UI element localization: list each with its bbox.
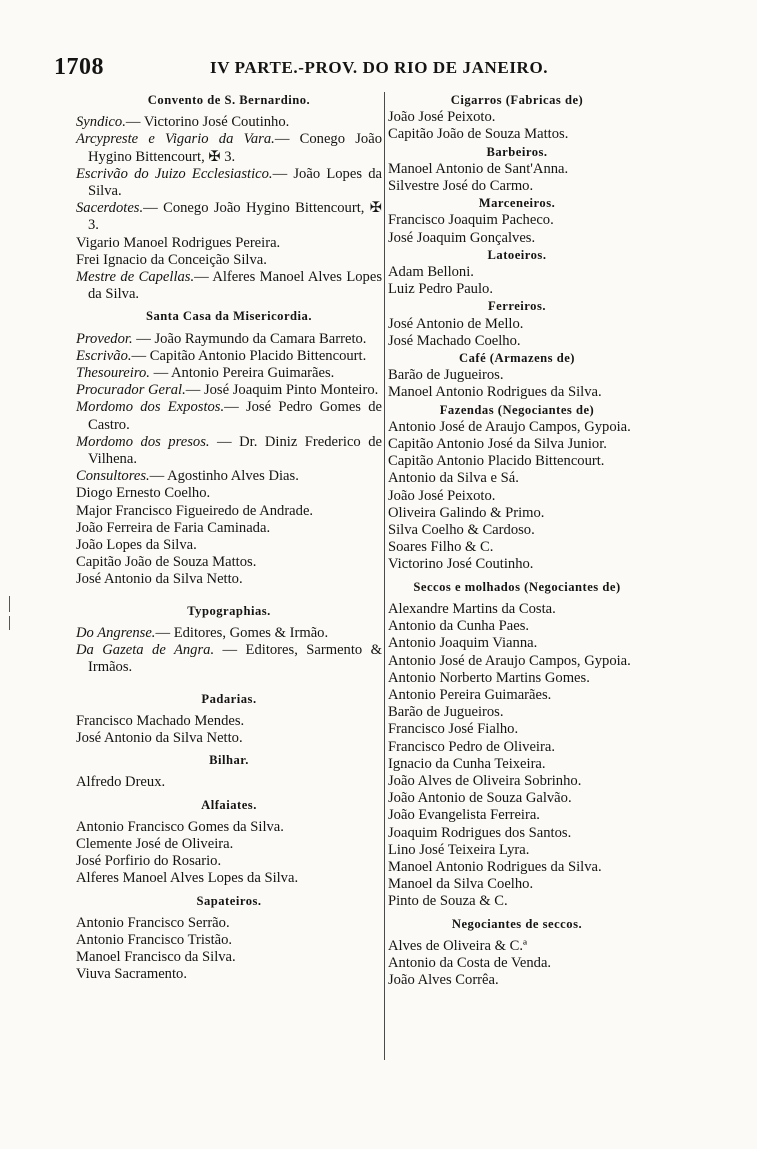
entry: João Evangelista Ferreira. <box>388 807 540 824</box>
section-heading-seccos-molhados: Seccos e molhados (Negociantes de) <box>413 579 621 594</box>
entry: Escrivão do Juizo Ecclesiastico.— João Lopes da Silva. <box>76 165 382 200</box>
entry: Barão de Jugueiros. <box>388 704 504 721</box>
entry: Arcypreste e Vigario da Vara.— Conego João Hygino Bittencourt, ✠ 3. <box>76 131 382 165</box>
entry: Antonio Pereira Guimarães. <box>388 686 552 703</box>
section-heading-latoeiros: Latoeiros. <box>487 247 547 262</box>
entry: Provedor. — João Raymundo da Camara Barreto. <box>76 330 367 347</box>
entry: Viuva Sacramento. <box>76 966 187 983</box>
section-heading-cigarros: Cigarros (Fabricas de) <box>450 93 584 107</box>
entry: José Antonio da Silva Netto. <box>76 571 243 588</box>
entry: Manoel da Silva Coelho. <box>388 876 534 893</box>
entry: Oliveira Galindo & Primo. <box>388 504 545 521</box>
column-rule <box>384 92 385 1060</box>
page-number: 1708 <box>54 54 104 80</box>
entry: Silvestre José do Carmo. <box>388 178 534 195</box>
section-heading-alfaiates: Alfaiates. <box>201 797 257 812</box>
page-header <box>40 44 730 84</box>
entry: Frei Ignacio da Conceição Silva. <box>76 251 267 268</box>
entry: Antonio José de Araujo Campos, Gypoia. <box>388 418 631 435</box>
entry: Antonio da Costa de Venda. <box>388 954 552 971</box>
section-heading-bilhar: Bilhar. <box>209 753 249 768</box>
entry: Manoel Antonio Rodrigues da Silva. <box>388 858 602 875</box>
right-column <box>388 92 646 989</box>
section-heading-sapateiros: Sapateiros. <box>196 893 262 908</box>
entry: Soares Filho & C. <box>388 539 494 556</box>
entry: Victorino José Coutinho. <box>388 556 534 573</box>
entry: Mordomo dos presos. — Dr. Diniz Frederico de Vilhena. <box>76 433 382 468</box>
entry: Silva Coelho & Cardoso. <box>388 522 535 539</box>
entry: Francisco José Fialho. <box>388 721 519 738</box>
entry: Da Gazeta de Angra. — Editores, Sarmento & Irmãos. <box>76 642 382 676</box>
entry: Manoel Antonio Rodrigues da Silva. <box>388 384 602 401</box>
entry: Capitão Antonio José da Silva Junior. <box>388 436 607 453</box>
entry: Antonio Francisco Serrão. <box>76 914 230 931</box>
entry: Alexandre Martins da Costa. <box>388 600 556 617</box>
entry: Manoel Francisco da Silva. <box>76 949 236 966</box>
entry: José Machado Coelho. <box>388 332 521 349</box>
left-column <box>76 92 382 984</box>
entry: Procurador Geral.— José Joaquim Pinto Monteiro. <box>76 382 379 399</box>
entry: Capitão João de Souza Mattos. <box>76 554 257 571</box>
entry: Francisco Machado Mendes. <box>76 712 245 729</box>
entry: Alves de Oliveira & C.ª <box>388 937 527 954</box>
entry: Adam Belloni. <box>388 264 474 281</box>
entry: Pinto de Souza & C. <box>388 893 508 910</box>
section-heading-marceneiros: Marceneiros. <box>478 196 556 211</box>
entry: Antonio Joaquim Vianna. <box>388 635 538 652</box>
section-heading-ferreiros: Ferreiros. <box>487 299 547 314</box>
entry: Antonio Francisco Gomes da Silva. <box>76 818 284 835</box>
entry: Syndico.— Victorino José Coutinho. <box>76 114 290 131</box>
entry: João Alves de Oliveira Sobrinho. <box>388 772 582 789</box>
entry: Lino José Teixeira Lyra. <box>388 841 530 858</box>
entry: Vigario Manoel Rodrigues Pereira. <box>76 234 281 251</box>
entry: Alfredo Dreux. <box>76 774 166 791</box>
entry: João Lopes da Silva. <box>76 537 197 554</box>
entry: Consultores.— Agostinho Alves Dias. <box>76 468 299 485</box>
entry: Manoel Antonio de Sant'Anna. <box>388 160 569 177</box>
entry: Ignacio da Cunha Teixeira. <box>388 755 546 772</box>
entry: Sacerdotes.— Conego João Hygino Bittencourt, ✠ 3. <box>76 200 382 234</box>
entry: Capitão João de Souza Mattos. <box>388 126 569 143</box>
entry: João Alves Corrêa. <box>388 972 499 989</box>
entry: Escrivão.— Capitão Antonio Placido Bittencourt. <box>76 347 367 364</box>
section-heading-typographias: Typographias. <box>187 603 271 618</box>
section-heading-cafe: Café (Armazens de) <box>458 351 575 366</box>
entry: João José Peixoto. <box>388 487 496 504</box>
section-heading-convento: Convento de S. Bernardino. <box>147 93 311 107</box>
entry: José Joaquim Gonçalves. <box>388 229 536 246</box>
entry: João José Peixoto. <box>388 109 496 126</box>
entry: Francisco Pedro de Oliveira. <box>388 738 555 755</box>
running-head: IV PARTE.-PROV. DO RIO DE JANEIRO. <box>210 58 549 77</box>
entry: Antonio da Cunha Paes. <box>388 618 530 635</box>
entry: Major Francisco Figueiredo de Andrade. <box>76 502 314 519</box>
section-heading-fazendas: Fazendas (Negociantes de) <box>439 402 595 417</box>
entry: José Antonio de Mello. <box>388 315 524 332</box>
section-heading-padarias: Padarias. <box>201 691 257 706</box>
entry: Capitão Antonio Placido Bittencourt. <box>388 453 605 470</box>
entry: Clemente José de Oliveira. <box>76 835 234 852</box>
section-heading-barbeiros: Barbeiros. <box>486 144 548 159</box>
entry: Francisco Joaquim Pacheco. <box>388 212 554 229</box>
entry: Mestre de Capellas.— Alferes Manoel Alves Lopes da Silva. <box>76 269 382 303</box>
entry: Antonio Francisco Tristão. <box>76 931 233 948</box>
entry: Do Angrense.— Editores, Gomes & Irmão. <box>76 624 329 641</box>
entry: Thesoureiro. — Antonio Pereira Guimarães. <box>76 365 335 382</box>
entry: Luiz Pedro Paulo. <box>388 281 493 298</box>
entry: Joaquim Rodrigues dos Santos. <box>388 824 572 841</box>
entry: José Porfirio do Rosario. <box>76 853 222 870</box>
entry: Mordomo dos Expostos.— José Pedro Gomes de Castro. <box>76 399 382 433</box>
entry: João Ferreira de Faria Caminada. <box>76 519 271 536</box>
entry: Barão de Jugueiros. <box>388 367 504 384</box>
entry: Diogo Ernesto Coelho. <box>76 485 211 502</box>
section-heading-seccos: Negociantes de seccos. <box>451 916 583 931</box>
entry: Alferes Manoel Alves Lopes da Silva. <box>76 870 299 887</box>
margin-mark <box>9 596 10 612</box>
section-heading-santa-casa: Santa Casa da Misericordia. <box>145 309 313 324</box>
entry: João Antonio de Souza Galvão. <box>388 790 572 807</box>
margin-mark <box>9 616 10 630</box>
entry: Antonio Norberto Martins Gomes. <box>388 669 590 686</box>
entry: Antonio José de Araujo Campos, Gypoia. <box>388 652 631 669</box>
entry: José Antonio da Silva Netto. <box>76 729 243 746</box>
entry: Antonio da Silva e Sá. <box>388 470 519 487</box>
